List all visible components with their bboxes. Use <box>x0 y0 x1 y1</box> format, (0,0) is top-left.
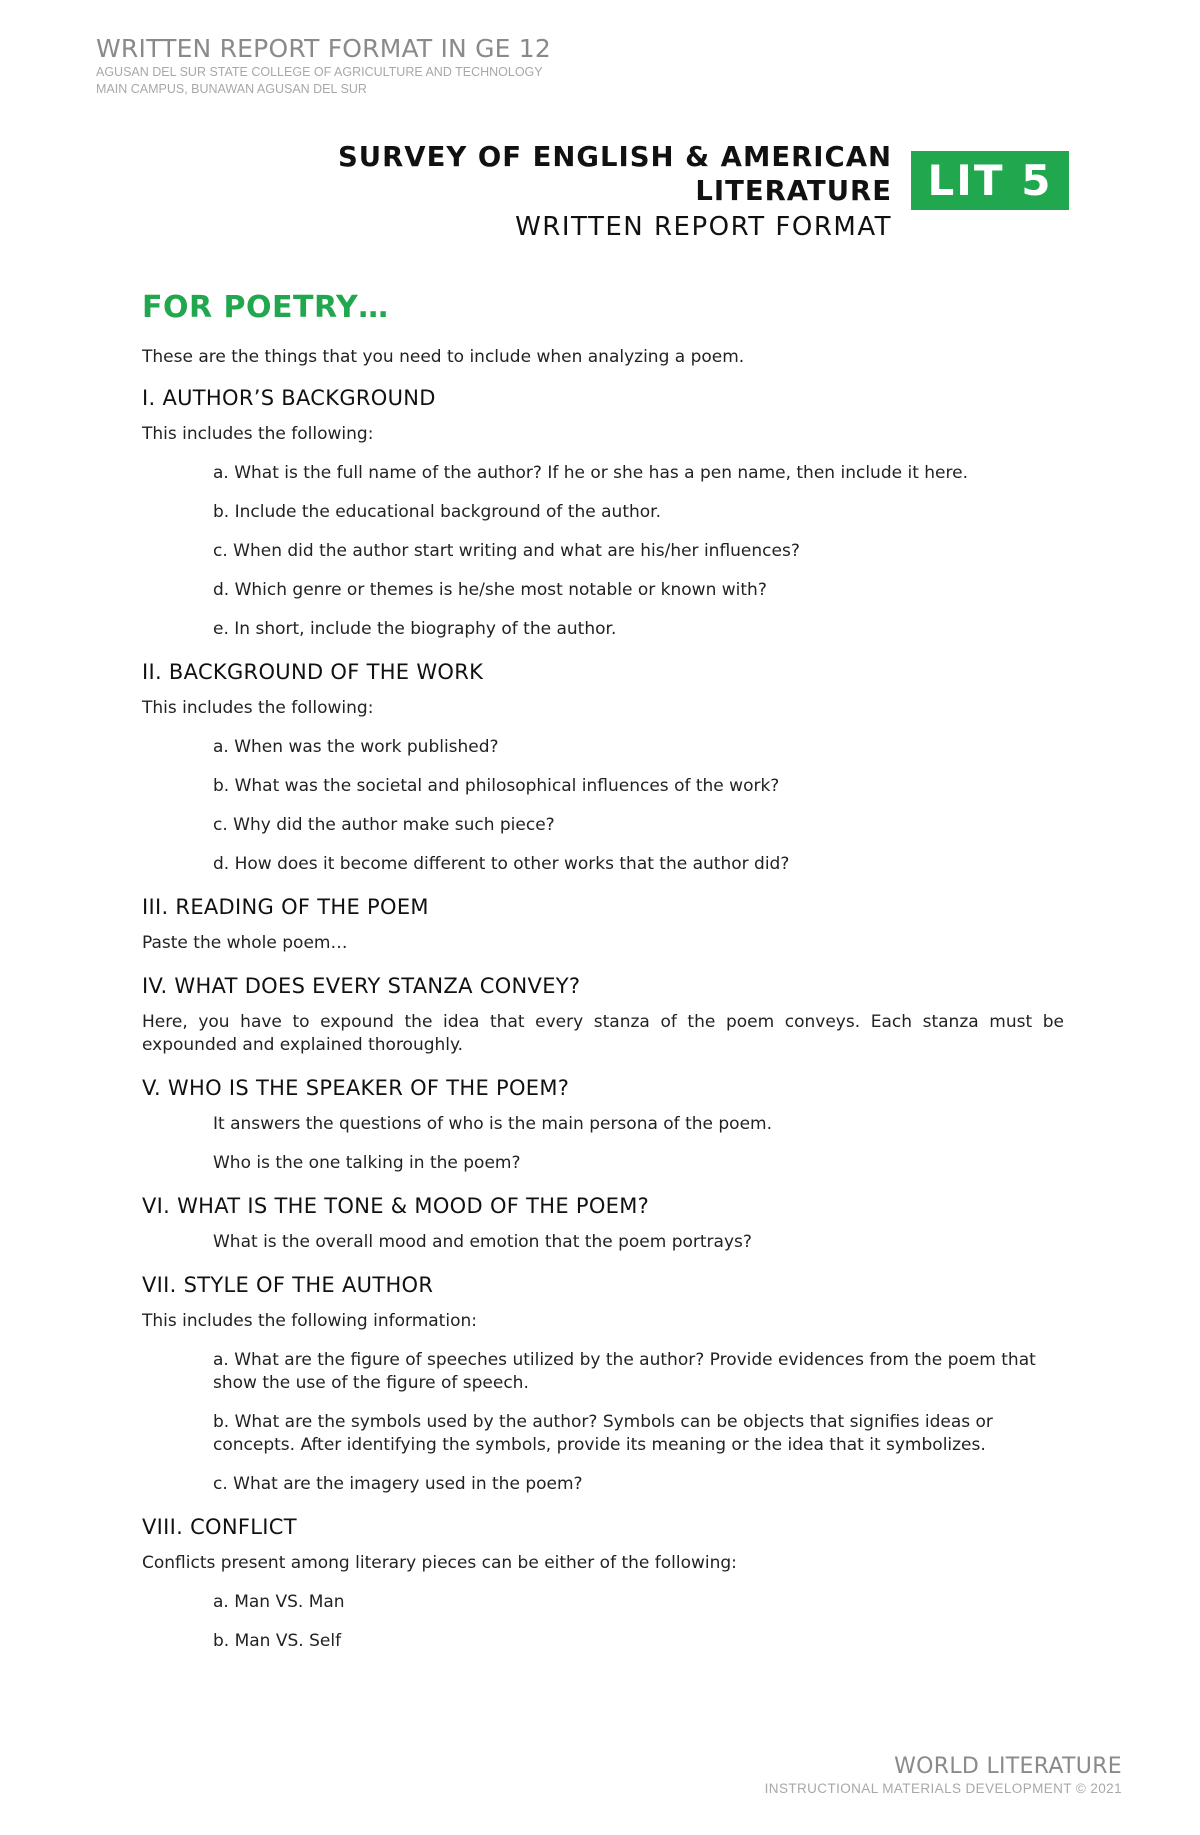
list-item: a. What is the full name of the author? If he or she has a pen name, then include it here. <box>213 463 968 483</box>
list-item: c. Why did the author make such piece? <box>213 815 555 835</box>
section-background-of-work <box>142 657 1064 876</box>
page-header <box>96 34 1096 98</box>
section-speaker <box>142 1073 1064 1175</box>
section-items <box>142 1349 1064 1496</box>
section-conflict <box>142 1512 1064 1653</box>
section-title: VI. WHAT IS THE TONE & MOOD OF THE POEM? <box>142 1194 650 1218</box>
section-items <box>142 736 1064 876</box>
list-item: b. Include the educational background of the author. <box>213 502 661 522</box>
section-intro: This includes the following: <box>142 424 374 444</box>
list-item: It answers the questions of who is the main persona of the poem. <box>213 1114 772 1134</box>
section-intro: Conflicts present among literary pieces can be either of the following: <box>142 1553 737 1573</box>
section-intro: This includes the following: <box>142 698 374 718</box>
list-item: a. What are the figure of speeches utilized by the author? Provide evidences from the poem that show the use of the figure of speech. <box>213 1350 1036 1393</box>
section-intro: Here, you have to expound the idea that every stanza of the poem conveys. Each stanza must be expounded and explained thoroughly. <box>142 1012 1064 1055</box>
section-stanza-convey <box>142 971 1064 1057</box>
main-heading: FOR POETRY… <box>142 290 389 325</box>
section-authors-background <box>142 383 1064 641</box>
section-items <box>142 1591 1064 1653</box>
page-footer <box>765 1754 1122 1798</box>
section-intro: Paste the whole poem… <box>142 933 348 953</box>
list-item: Who is the one talking in the poem? <box>213 1153 521 1173</box>
main-content <box>142 288 1064 1669</box>
footer-subtitle: INSTRUCTIONAL MATERIALS DEVELOPMENT © 2021 <box>764 1781 1122 1796</box>
list-item: b. What are the symbols used by the author? Symbols can be objects that signifies ideas or concepts. After identifying the symbols, provide its meaning or the idea that it symbolizes. <box>213 1412 993 1455</box>
section-title: I. AUTHOR’S BACKGROUND <box>142 386 436 410</box>
course-code-badge: LIT 5 <box>911 151 1069 210</box>
footer-title: WORLD LITERATURE <box>894 1754 1122 1779</box>
section-tone-mood <box>142 1191 1064 1254</box>
section-intro: This includes the following information: <box>142 1311 477 1331</box>
header-title: WRITTEN REPORT FORMAT IN GE 12 <box>96 34 552 63</box>
title-block <box>140 140 892 244</box>
section-title: VII. STYLE OF THE AUTHOR <box>142 1273 434 1297</box>
section-title: III. READING OF THE POEM <box>142 895 429 919</box>
section-reading-of-poem <box>142 892 1064 955</box>
list-item: a. When was the work published? <box>213 737 499 757</box>
section-style-of-author <box>142 1270 1064 1496</box>
course-title: SURVEY OF ENGLISH & AMERICAN LITERATURE <box>337 141 892 207</box>
main-intro: These are the things that you need to include when analyzing a poem. <box>142 347 745 367</box>
list-item: d. Which genre or themes is he/she most notable or known with? <box>213 580 767 600</box>
document-subtitle: WRITTEN REPORT FORMAT <box>515 212 892 242</box>
section-title: VIII. CONFLICT <box>142 1515 297 1539</box>
list-item: c. When did the author start writing and what are his/her influences? <box>213 541 800 561</box>
section-items <box>142 1231 1064 1254</box>
section-title: IV. WHAT DOES EVERY STANZA CONVEY? <box>142 974 581 998</box>
list-item: What is the overall mood and emotion that the poem portrays? <box>213 1232 752 1252</box>
header-campus: MAIN CAMPUS, BUNAWAN AGUSAN DEL SUR <box>96 82 367 96</box>
section-title: V. WHO IS THE SPEAKER OF THE POEM? <box>142 1076 570 1100</box>
list-item: c. What are the imagery used in the poem? <box>213 1474 583 1494</box>
list-item: a. Man VS. Man <box>213 1592 345 1612</box>
list-item: b. Man VS. Self <box>213 1631 342 1651</box>
header-institution: AGUSAN DEL SUR STATE COLLEGE OF AGRICULTURE AND TECHNOLOGY <box>96 65 543 79</box>
list-item: b. What was the societal and philosophical influences of the work? <box>213 776 780 796</box>
section-items <box>142 462 1064 641</box>
list-item: d. How does it become different to other works that the author did? <box>213 854 790 874</box>
section-items <box>142 1113 1064 1175</box>
list-item: e. In short, include the biography of the author. <box>213 619 617 639</box>
section-title: II. BACKGROUND OF THE WORK <box>142 660 484 684</box>
